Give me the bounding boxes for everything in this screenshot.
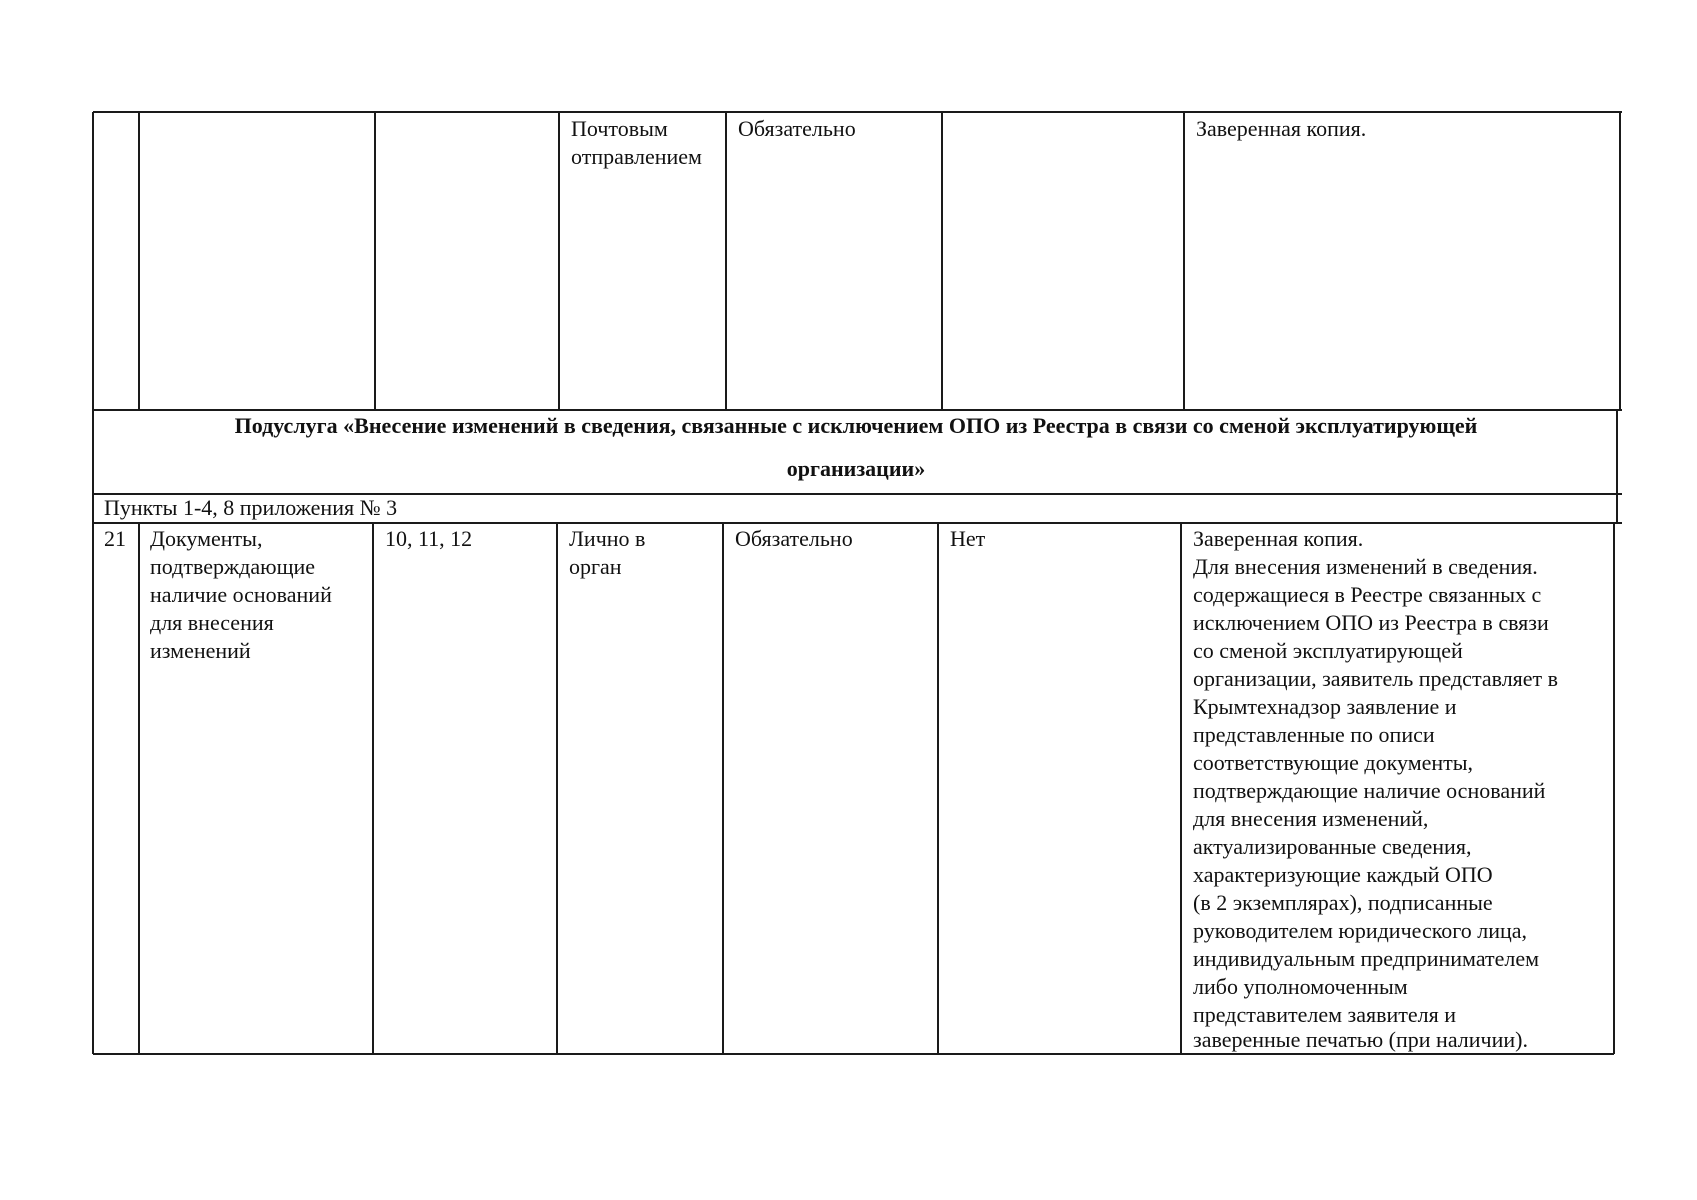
note-line: руководителем юридического лица, xyxy=(1193,918,1528,943)
cell-refs: 10, 11, 12 xyxy=(385,526,473,551)
note-line: актуализированные сведения, xyxy=(1193,834,1472,859)
note-line: Крымтехнадзор заявление и xyxy=(1193,694,1457,719)
note-line: характеризующие каждый ОПО xyxy=(1193,862,1493,887)
note-line: либо уполномоченным xyxy=(1193,974,1408,999)
cell-method-top: Почтовым отправлением xyxy=(571,116,702,169)
points-label: Пункты 1-4, 8 приложения № 3 xyxy=(104,495,398,520)
note-line: содержащиеся в Реестре связанных с xyxy=(1193,582,1542,607)
note-line: соответствующие документы, xyxy=(1193,750,1474,775)
cell-method: Лично в орган xyxy=(569,526,646,579)
cell-row-number: 21 xyxy=(104,526,126,551)
note-line: представленные по описи xyxy=(1193,722,1435,747)
cell-note-top: Заверенная копия. xyxy=(1196,116,1367,141)
subservice-heading-line2: организации» xyxy=(786,456,926,481)
note-line: со сменой эксплуатирующей xyxy=(1193,638,1463,663)
note-line: исключением ОПО из Реестра в связи xyxy=(1193,610,1549,635)
cell-required: Обязательно xyxy=(735,526,853,551)
note-line: организации, заявитель представляет в xyxy=(1193,666,1559,691)
note-line: Для внесения изменений в сведения. xyxy=(1193,554,1538,579)
subservice-heading-line1: Подуслуга «Внесение изменений в сведения, связанные с исключением ОПО из Реестра в связи со сменой эксплуатирующей xyxy=(234,413,1478,438)
cell-document-name: Документы, подтверждающие наличие оснований для внесения изменений xyxy=(150,526,332,663)
cell-condition: Нет xyxy=(950,526,986,551)
note-line: подтверждающие наличие оснований xyxy=(1193,778,1546,803)
note-line: (в 2 экземплярах), подписанные xyxy=(1193,890,1493,915)
note-line: заверенные печатью (при наличии). xyxy=(1193,1027,1528,1052)
note-line: Заверенная копия. xyxy=(1193,526,1364,551)
note-line: представителем заявителя и xyxy=(1193,1002,1457,1027)
note-line: индивидуальным предпринимателем xyxy=(1193,946,1540,971)
note-line: для внесения изменений, xyxy=(1193,806,1429,831)
cell-required-top: Обязательно xyxy=(738,116,856,141)
